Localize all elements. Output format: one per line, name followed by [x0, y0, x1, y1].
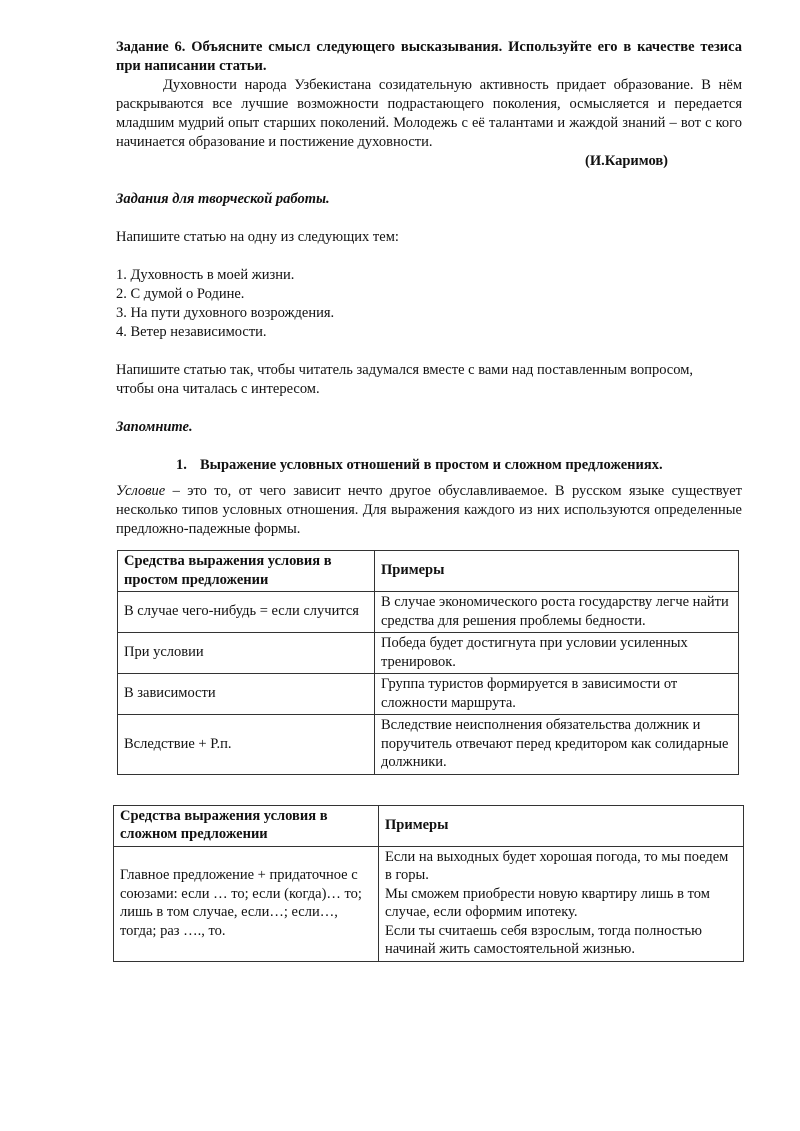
example-line: Если на выходных будет хорошая погода, то мы поедем в горы.: [385, 848, 729, 883]
means-cell: В зависимости: [118, 674, 375, 715]
topic-item: 1. Духовность в моей жизни.: [116, 267, 295, 283]
examples-cell: [379, 846, 744, 961]
task6-quote: Духовности народа Узбекистана созидательную активность придает образование. В нём раскрываются все лучшие возможности подрастающего поколения, осмысляется и передается младшим мудрий опыт старших поколений. Молодежь с её талантами и жаждой знаний – вот с кого начинается образование и постижение духовности.: [116, 77, 742, 150]
example-line: Если ты считаешь себя взрослым, тогда полностью начинай жить самостоятельной жизнью.: [385, 922, 702, 957]
table-header-row: [118, 551, 739, 592]
creative-note: Напишите статью так, чтобы читатель задумался вместе с вами над поставленным вопросом, чтобы она читалась с интересом.: [116, 362, 694, 397]
task6-title: Задание 6. Объясните смысл следующего высказывания. Используйте его в качестве тезиса при написании статьи.: [116, 39, 742, 74]
means-cell: Главное предложение + придаточное с союзами: если … то; если (когда)… то; лишь в том случае, если…; если…, тогда; раз …., то.: [114, 846, 379, 961]
table-row: [118, 674, 739, 715]
creative-instruction: Напишите статью на одну из следующих тем:: [116, 229, 399, 245]
creative-heading: Задания для творческой работы.: [116, 191, 330, 207]
topic-item: 3. На пути духовного возрождения.: [116, 305, 335, 321]
section-title: Выражение условных отношений в простом и сложном предложениях.: [200, 457, 663, 473]
definition-term: Условие: [116, 483, 166, 499]
example-cell: Вследствие неисполнения обязательства должник и поручитель отвечают перед кредитором как солидарные должники.: [375, 715, 739, 775]
section-number: 1.: [176, 457, 187, 473]
definition-text: – это то, от чего зависит нечто другое обуславливаемое. В русском языке существует несколько типов условных отношения. Для выражения каждого из них используются определенные предложно-падежные формы.: [116, 483, 742, 537]
topic-item: 2. С думой о Родине.: [116, 286, 245, 302]
page-content: [116, 38, 742, 962]
section-heading: [116, 456, 742, 475]
table-row: [118, 592, 739, 633]
table-row: [118, 715, 739, 775]
definition-paragraph: [116, 482, 742, 539]
header-means: Средства выражения условия в сложном предложении: [114, 805, 379, 846]
table-row: [114, 846, 744, 961]
quote-author: (И.Каримов): [585, 153, 668, 169]
table-header-row: [114, 805, 744, 846]
means-cell: При условии: [118, 633, 375, 674]
table-row: [118, 633, 739, 674]
header-means: Средства выражения условия в простом предложении: [118, 551, 375, 592]
topic-item: 4. Ветер независимости.: [116, 324, 267, 340]
example-cell: Победа будет достигнута при условии усиленных тренировок.: [375, 633, 739, 674]
example-line: Мы сможем приобрести новую квартиру лишь в том случае, если оформим ипотеку.: [385, 885, 710, 920]
simple-sentence-table: [117, 550, 739, 775]
remember-heading: Запомните.: [116, 419, 193, 435]
means-cell: Вследствие + Р.п.: [118, 715, 375, 775]
means-cell: В случае чего-нибудь = если случится: [118, 592, 375, 633]
header-examples: Примеры: [379, 805, 744, 846]
example-cell: Группа туристов формируется в зависимости от сложности маршрута.: [375, 674, 739, 715]
header-examples: Примеры: [375, 551, 739, 592]
example-cell: В случае экономического роста государству легче найти средства для решения проблемы бедности.: [375, 592, 739, 633]
complex-sentence-table: [113, 805, 744, 962]
